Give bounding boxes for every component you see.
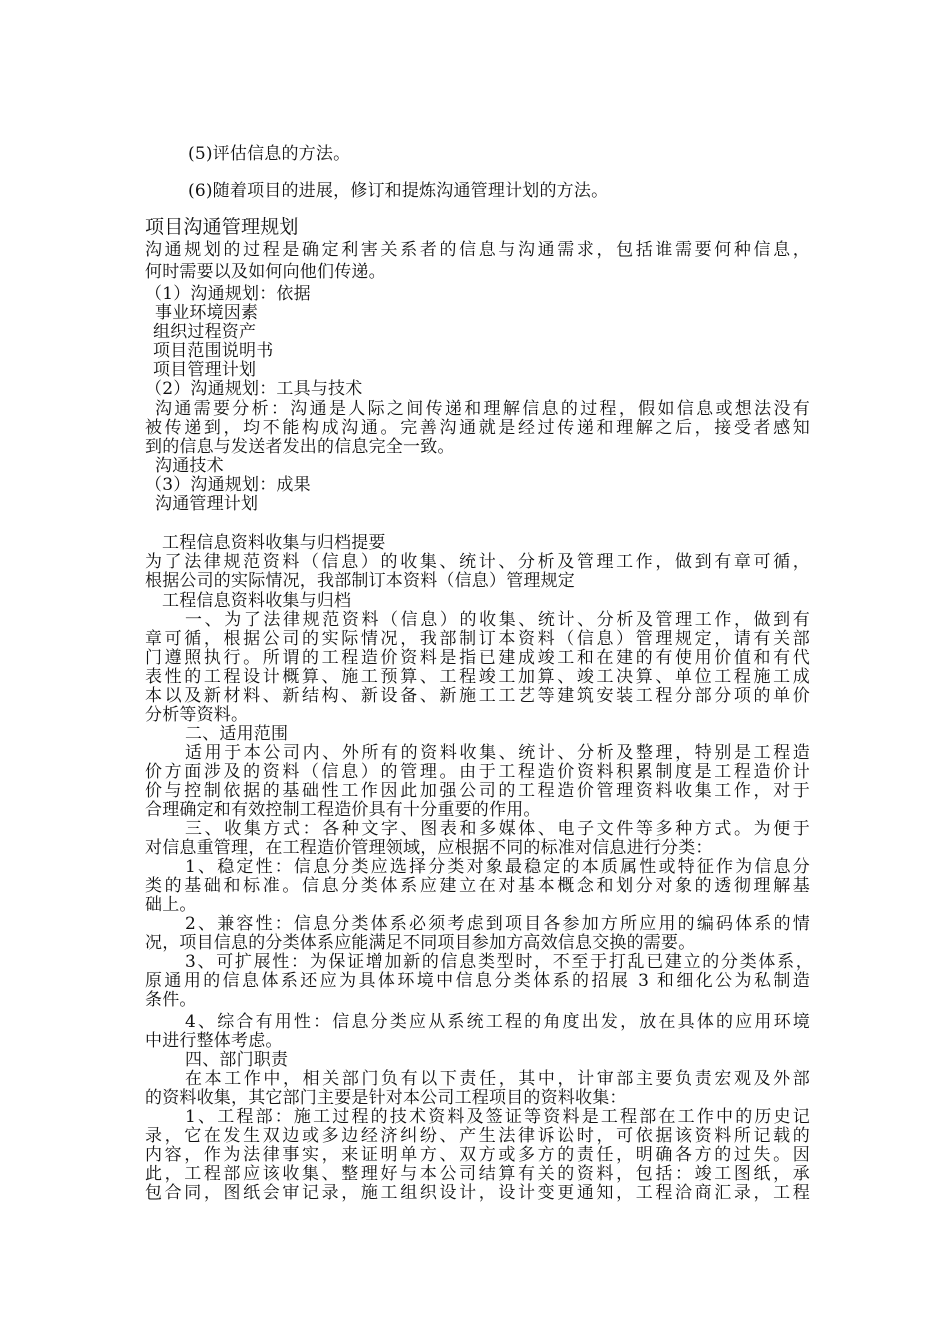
- paragraph-line: 况，项目信息的分类体系应能满足不同项目参加方高效信息交换的需要。: [145, 933, 696, 953]
- list-item-5: (5)评估信息的方法。: [188, 144, 351, 164]
- paragraph-line: 4、综合有用性：信息分类应从系统工程的角度出发，放在具体的应用环境: [185, 1012, 810, 1032]
- paragraph-line: 在本工作中，相关部门负有以下责任，其中，计审部主要负责宏观及外部: [185, 1069, 810, 1089]
- paragraph-line: 录，它在发生双边或多边经济纠纷、产生法律诉讼时，可依据该资料所记载的: [145, 1126, 810, 1146]
- section-heading-communication-planning: 项目沟通管理规划: [145, 216, 299, 238]
- paragraph-line: 被传递到，均不能构成沟通。完善沟通就是经过传递和理解之后，接受者感知: [145, 418, 810, 438]
- paragraph-line: 价方面涉及的资料（信息）的管理。由于工程造价资料积累制度是工程造价计: [145, 762, 810, 782]
- subheading-basis: （1）沟通规划：依据: [145, 284, 311, 304]
- list-item: 项目范围说明书: [153, 341, 274, 361]
- paragraph-line: 1、稳定性：信息分类应选择分类对象最稳定的本质属性或特征作为信息分: [185, 857, 810, 877]
- paragraph-line: 适用于本公司内、外所有的资料收集、统计、分析及整理，特别是工程造: [185, 743, 810, 763]
- paragraph-line: 价与控制依据的基础性工作因此加强公司的工程造价管理资料收集工作，对于: [145, 781, 810, 801]
- paragraph-line: 本以及新材料、新结构、新设备、新施工工艺等建筑安装工程分部分项的单价: [145, 686, 810, 706]
- paragraph-line: 中进行整体考虑。: [145, 1031, 283, 1051]
- paragraph-line: 此，工程部应该收集、整理好与本公司结算有关的资料，包括：竣工图纸，承: [145, 1164, 810, 1184]
- paragraph-line: 1、工程部：施工过程的技术资料及签证等资料是工程部在工作中的历史记: [185, 1107, 810, 1127]
- subheading-tools: （2）沟通规划：工具与技术: [145, 379, 363, 399]
- section-heading-archive: 工程信息资料收集与归档: [162, 591, 352, 611]
- list-item: 项目管理计划: [153, 360, 257, 380]
- paragraph-line: 门遵照执行。所谓的工程造价资料是指已建成竣工和在建的有使用价值和有代: [145, 648, 810, 668]
- paragraph-line: 包合同，图纸会审记录，施工组织设计，设计变更通知，工程洽商汇录，工程: [145, 1183, 810, 1203]
- paragraph-line: 为了法律规范资料（信息）的收集、统计、分析及管理工作，做到有章可循，: [145, 552, 810, 572]
- paragraph-line: 原通用的信息体系还应为具体环境中信息分类体系的招展 3 和细化公为私制造: [145, 971, 810, 991]
- paragraph-line: 沟通需要分析：沟通是人际之间传递和理解信息的过程，假如信息或想法没有: [155, 399, 810, 419]
- paragraph-line: 何时需要以及如何向他们传递。: [145, 262, 386, 282]
- paragraph-line: 三、收集方式：各种文字、图表和多媒体、电子文件等多种方式。为便于: [185, 819, 810, 839]
- paragraph-line: 到的信息与发送者发出的信息完全一致。: [145, 437, 455, 457]
- paragraph-line: 合理确定和有效控制工程造价具有十分重要的作用。: [145, 800, 541, 820]
- paragraph-line: 分析等资料。: [145, 705, 249, 725]
- list-item: 事业环境因素: [155, 303, 259, 323]
- paragraph-line: 2、兼容性：信息分类体系必须考虑到项目各参加方所应用的编码体系的情: [185, 914, 810, 934]
- paragraph-line: 一、为了法律规范资料（信息）的收集、统计、分析及管理工作，做到有: [185, 610, 810, 630]
- paragraph-line: 表性的工程设计概算、施工预算、工程竣工加算、竣工决算、单位工程施工成: [145, 667, 810, 687]
- section-heading-duties: 四、部门职责: [185, 1050, 289, 1070]
- paragraph-line: 3、可扩展性：为保证增加新的信息类型时，不至于打乱已建立的分类体系，: [185, 952, 813, 972]
- section-heading-scope: 二、适用范围: [185, 724, 289, 744]
- paragraph-line: 类的基础和标准。信息分类体系应建立在对基本概念和划分对象的透彻理解基: [145, 876, 810, 896]
- paragraph-line: 章可循，根据公司的实际情况，我部制订本资料（信息）管理规定，请有关部: [145, 629, 810, 649]
- section-heading-summary: 工程信息资料收集与归档提要: [162, 533, 386, 553]
- list-item: 组织过程资产: [153, 322, 257, 342]
- paragraph-line: 条件。: [145, 990, 197, 1010]
- paragraph-line: 内容，作为法律事实，来证明单方、双方或多方的责任，明确各方的过失。因: [145, 1145, 810, 1165]
- paragraph-line: 础上。: [145, 895, 197, 915]
- paragraph-line: 根据公司的实际情况，我部制订本资料（信息）管理规定: [145, 571, 575, 591]
- list-item: 沟通管理计划: [155, 494, 259, 514]
- paragraph-line: 沟通规划的过程是确定利害关系者的信息与沟通需求，包括谁需要何种信息，: [145, 240, 810, 260]
- list-item: 沟通技术: [155, 456, 224, 476]
- list-item-6: (6)随着项目的进展，修订和提炼沟通管理计划的方法。: [188, 181, 609, 201]
- paragraph-line: 对信息重管理，在工程造价管理领域，应根据不同的标准对信息进行分类：: [145, 838, 713, 858]
- paragraph-line: 的资料收集，其它部门主要是针对本公司工程项目的资料收集：: [145, 1088, 627, 1108]
- subheading-results: （3）沟通规划：成果: [145, 475, 311, 495]
